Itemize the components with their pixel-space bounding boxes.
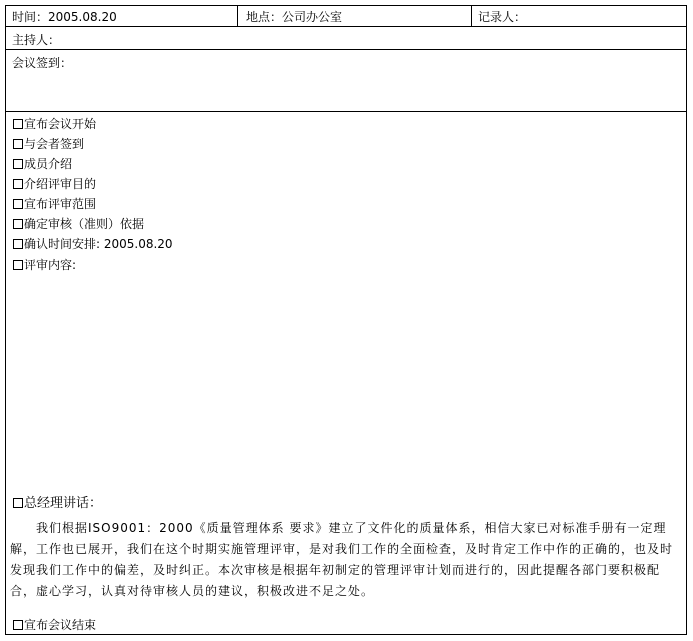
checkbox[interactable] [13, 498, 23, 508]
host-field: 主持人： [12, 33, 61, 47]
agenda-item: 成员介绍 [13, 157, 72, 171]
agenda-item: 宣布会议开始 [13, 117, 96, 131]
checkbox[interactable] [13, 239, 23, 249]
agenda-item: 介绍评审目的 [13, 177, 96, 191]
agenda-item: 宣布评审范围 [13, 197, 96, 211]
checkbox[interactable] [13, 219, 23, 229]
checkbox[interactable] [13, 260, 23, 270]
agenda-item: 评审内容: [13, 258, 76, 272]
agenda-item: 确定审核（准则）依据 [13, 217, 144, 231]
meeting-record-form [5, 5, 687, 635]
checkbox[interactable] [13, 139, 23, 149]
divider [237, 6, 238, 26]
speech-body: 我们根据ISO9001：2000《质量管理体系 要求》建立了文件化的质量体系，相信大家已对标准手册有一定理解，工作也已展开，我们在这个时期实施管理评审，是对我们工作的全面检查，及时肯定工作中作的正确的，也及时发现我们工作中的偏差，及时纠正。本次审核是根据年初制定的管理评审计划而进行的，因此提醒各部门要积极配合，虚心学习，认真对待审核人员的建议，积极改进不足之处。 [10, 521, 674, 598]
agenda-item: 确认时间安排: 2005.08.20 [13, 237, 173, 251]
agenda-item: 与会者签到 [13, 137, 84, 151]
agenda-item-closing: 宣布会议结束 [13, 618, 96, 632]
divider [6, 26, 686, 27]
checkbox[interactable] [13, 199, 23, 209]
time-field: 时间：2005.08.20 [12, 10, 117, 24]
speech-title: 总经理讲话： [13, 496, 102, 512]
divider [471, 6, 472, 26]
divider [6, 49, 686, 50]
checkbox[interactable] [13, 119, 23, 129]
checkbox[interactable] [13, 159, 23, 169]
location-field: 地点：公司办公室 [246, 10, 343, 24]
divider [6, 111, 686, 112]
checkbox[interactable] [13, 179, 23, 189]
signin-field: 会议签到： [12, 56, 73, 70]
recorder-field: 记录人： [478, 10, 527, 24]
checkbox[interactable] [13, 620, 23, 630]
